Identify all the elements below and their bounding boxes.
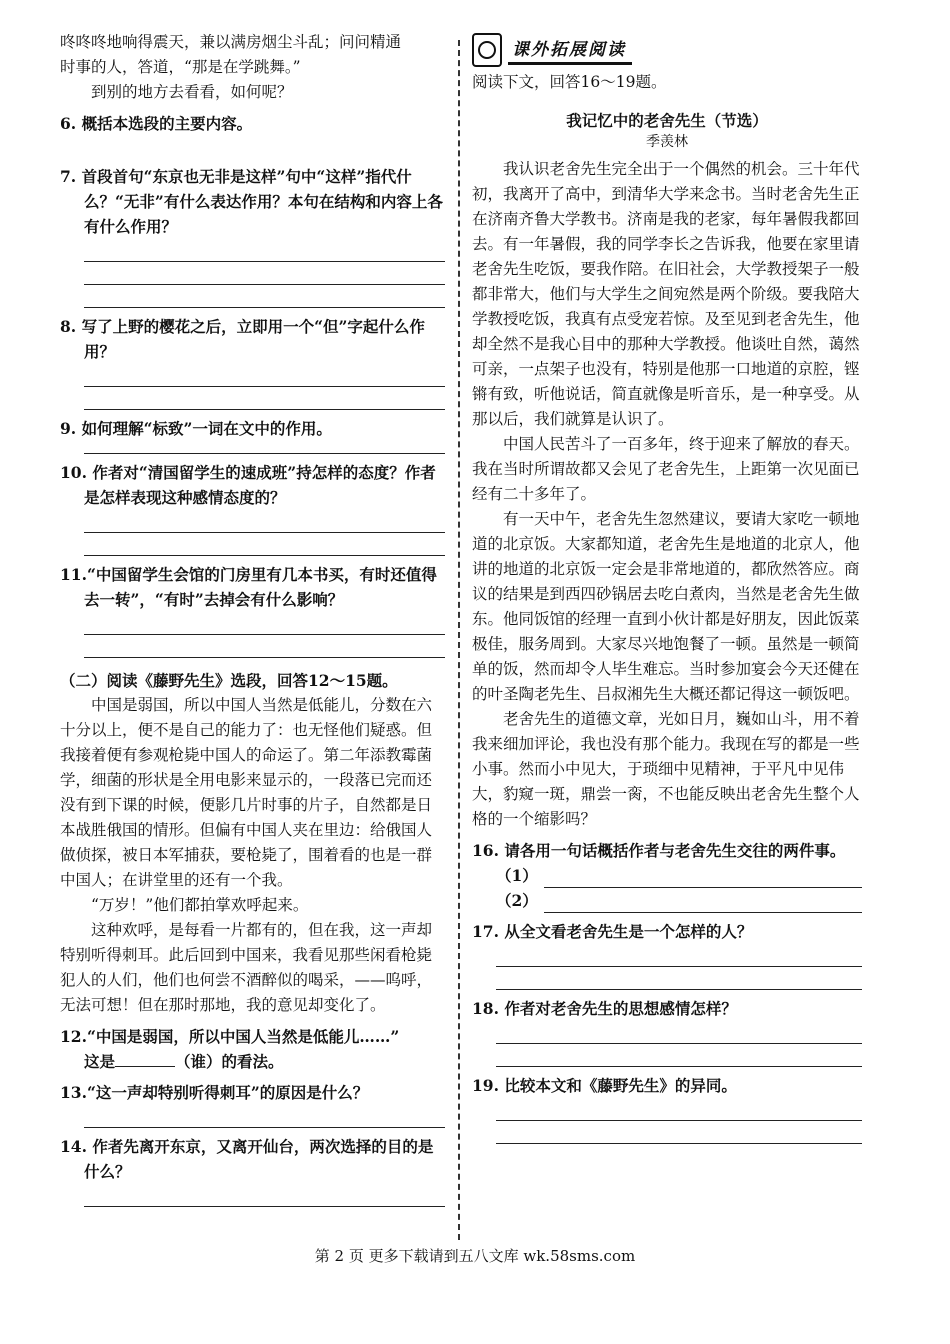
fill-blank[interactable] (115, 1066, 175, 1067)
question-16: 16. 请各用一句话概括作者与老舍先生交往的两件事。 (472, 841, 846, 860)
answer-line[interactable] (84, 510, 445, 533)
answer-line[interactable] (84, 262, 445, 285)
answer-line[interactable] (84, 364, 445, 387)
article-paragraph-4: 老舍先生的道德文章，光如日月，巍如山斗，用不着我来细加评论，我也没有那个能力。我现在写的都是一些小事。然而小中见大，于琐细中见精神，于平凡中见伟大，豹窥一斑，鼎尝一脔，不也能反映出老舍先生整个人格的一个缩影吗？ (472, 710, 860, 828)
reading-instruction: 阅读下文，回答16～19题。 (472, 73, 667, 91)
banner-label: 课外拓展阅读 (508, 35, 632, 65)
book-icon (472, 33, 502, 67)
answer-line[interactable] (496, 1121, 862, 1144)
question-13: 13.“这一声却特别听得刺耳”的原因是什么？ (60, 1083, 369, 1102)
question-11: 11.“中国留学生会馆的门房里有几本书买，有时还值得去一转”，“有时”去掉会有什么影响？ (60, 565, 437, 609)
question-9: 9. 如何理解“标致”一词在文中的作用。 (60, 419, 332, 438)
question-14: 14. 作者先离开东京，又离开仙台，两次选择的目的是什么？ (60, 1137, 434, 1181)
question-16-item-2 (496, 888, 862, 913)
question-12-suffix: （谁）的看法。 (175, 1052, 284, 1071)
reading-banner (472, 30, 862, 70)
passage-paragraph-2: “万岁！”他们都拍掌欢呼起来。 (91, 896, 309, 914)
question-17: 17. 从全文看老舍先生是一个怎样的人？ (472, 922, 753, 941)
right-column (472, 30, 862, 1144)
answer-line[interactable] (84, 239, 445, 262)
answer-line[interactable] (496, 1021, 862, 1044)
answer-line[interactable] (544, 894, 862, 913)
question-6: 6. 概括本选段的主要内容。 (60, 114, 253, 133)
answer-line[interactable] (496, 1044, 862, 1067)
answer-line[interactable] (84, 612, 445, 635)
question-12: 12.“中国是弱国，所以中国人当然是低能儿……” (60, 1027, 400, 1046)
answer-line[interactable] (496, 967, 862, 990)
left-column (60, 30, 445, 1207)
question-18: 18. 作者对老舍先生的思想感情怎样？ (472, 999, 737, 1018)
passage-paragraph-1: 中国是弱国，所以中国人当然是低能儿，分数在六十分以上，便不是自己的能力了：也无怪他们疑惑。但我接着便有参观枪毙中国人的命运了。第二年添教霉菌学，细菌的形状是全用电影来显示的，一段落已完而还没有到下课的时候，便影几片时事的片子，自然都是日本战胜俄国的情形。但偏有中国人夹在里边：给俄国人做侦探，被日本军捕获，要枪毙了，围着看的也是一群中国人；在讲堂里的还有一个我。 (60, 696, 433, 889)
question-16-item-1 (496, 863, 862, 888)
question-12-prefix: 这是 (84, 1052, 116, 1071)
answer-line[interactable] (84, 1184, 445, 1207)
question-12-fill (60, 1049, 445, 1074)
item-number: （2） (496, 891, 538, 910)
question-19: 19. 比较本文和《藤野先生》的异同。 (472, 1076, 737, 1095)
article-paragraph-1: 我认识老舍先生完全出于一个偶然的机会。三十年代初，我离开了高中，到清华大学来念书。当时老舍先生正在济南齐鲁大学教书。济南是我的老家，每年暑假我都回去。有一年暑假，我的同学李长之告诉我，他要在家里请老舍先生吃饭，要我作陪。在旧社会，大学教授架子一般都非常大，他们与大学生之间宛然是两个阶级。要我陪大学教授吃饭，我真有点受宠若惊。及至见到老舍先生，他却全然不是我心目中的那种大学教授。他谈吐自然，蔼然可亲，一点架子也没有，特别是他那一口地道的京腔，铿锵有致，听他说话，简直就像是听音乐，是一种享受。从那以后，我们就算是认识了。 (472, 160, 860, 428)
article-paragraph-2: 中国人民苦斗了一百多年，终于迎来了解放的春天。我在当时所谓故都又会见了老舍先生，上距第一次见面已经有二十多年了。 (472, 435, 860, 503)
page-footer: 第 2 页 更多下载请到五八文库 wk.58sms.com (314, 1247, 636, 1265)
answer-line[interactable] (84, 387, 445, 410)
answer-line[interactable] (84, 285, 445, 308)
answer-line[interactable] (544, 869, 862, 888)
question-7: 7. 首段首句“东京也无非是这样”句中“这样”指代什么？“无非”有什么表达作用？本句在结构和内容上各有什么作用？ (60, 167, 443, 236)
passage-paragraph-3: 这种欢呼，是每看一片都有的，但在我，这一声却特别听得刺耳。此后回到中国来，我看见那些闲看枪毙犯人的人们，他们也何尝不酒醉似的喝采，——呜呼，无法可想！但在那时那地，我的意见却变化了。 (60, 921, 433, 1014)
section-2-heading: （二）阅读《藤野先生》选段，回答12～15题。 (60, 671, 398, 690)
intro-line-2: 时事的人，答道，“那是在学跳舞。” (60, 58, 301, 76)
question-8: 8. 写了上野的樱花之后，立即用一个“但”字起什么作用？ (60, 317, 425, 361)
intro-line-1: 咚咚咚地响得震天，兼以满房烟尘斗乱；问问精通 (60, 33, 402, 51)
answer-line[interactable] (496, 1098, 862, 1121)
answer-line[interactable] (84, 1105, 445, 1128)
article-paragraph-3: 有一天中午，老舍先生忽然建议，要请大家吃一顿地道的北京饭。大家都知道，老舍先生是地道的北京人，他讲的地道的北京饭一定会是非常地道的，都欣然答应。商议的结果是到西四砂锅居去吃白煮肉，当然是老舍先生做东。他同饭馆的经理一直到小伙计都是好朋友，因此饭菜极佳，服务周到。大家尽兴地饱餐了一顿。虽然是一顿简单的饭，然而却令人毕生难忘。当时参加宴会今天还健在的叶圣陶老先生、吕叔湘先生大概还都记得这一顿饭吧。 (472, 510, 860, 703)
answer-line[interactable] (84, 441, 445, 454)
question-10: 10. 作者对“清国留学生的速成班”持怎样的态度？作者是怎样表现这种感情态度的？ (60, 463, 436, 507)
column-divider (458, 40, 460, 1240)
article-author: 季羡林 (646, 134, 688, 150)
intro-line-3: 到别的地方去看看，如何呢？ (91, 83, 293, 101)
item-number: （1） (496, 866, 538, 885)
answer-line[interactable] (84, 635, 445, 658)
answer-line[interactable] (84, 533, 445, 556)
article-title: 我记忆中的老舍先生（节选） (566, 111, 768, 130)
answer-line[interactable] (496, 944, 862, 967)
